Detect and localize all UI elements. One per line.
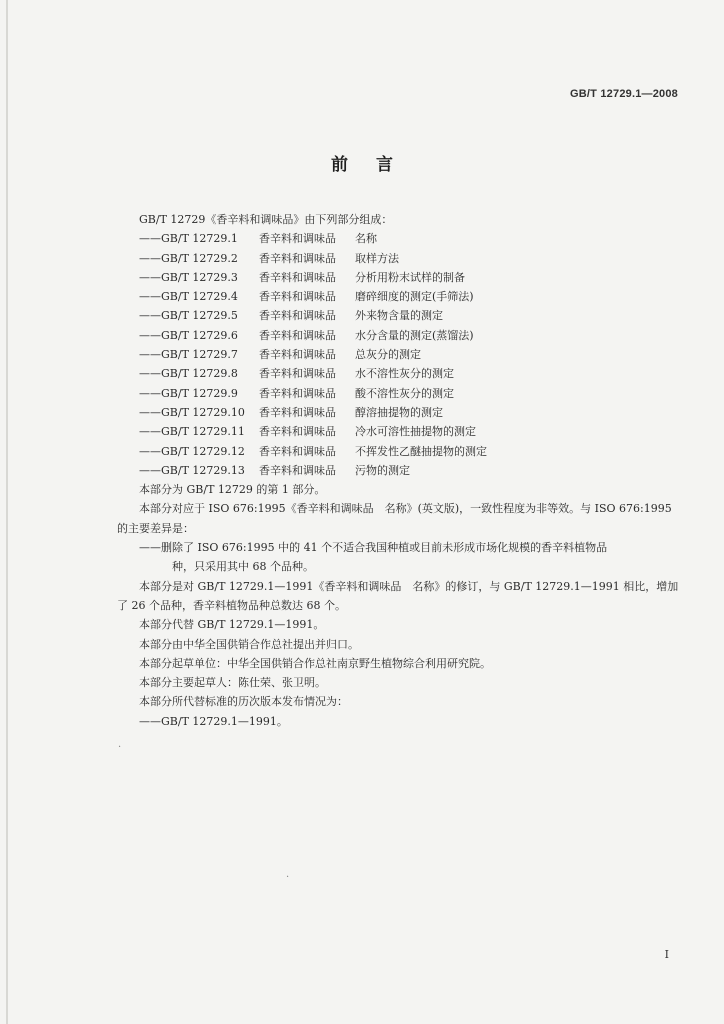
- part-series-name: 香辛料和调味品: [259, 386, 336, 400]
- list-item: [117, 268, 679, 287]
- list-item: [117, 249, 679, 268]
- part-title: 水分含量的测定(蒸馏法): [355, 328, 474, 342]
- iso-correspondence-paragraph: 本部分对应于 ISO 676:1995《香辛料和调味品 名称》(英文版)，一致性程度为非等效。与 ISO 676:1995 的主要差异是：: [117, 502, 672, 535]
- part-title: 冷水可溶性抽提物的测定: [355, 425, 476, 439]
- list-item: [117, 326, 679, 345]
- part-series-name: 香辛料和调味品: [259, 348, 336, 362]
- list-item: [117, 306, 679, 325]
- part-series-name: 香辛料和调味品: [259, 309, 336, 323]
- part-code: ——GB/T 12729.4: [139, 290, 238, 304]
- part-series-name: 香辛料和调味品: [259, 232, 336, 246]
- part-code: ——GB/T 12729.10: [139, 405, 245, 419]
- part-code: ——GB/T 12729.6: [139, 328, 238, 342]
- part-series-name: 香辛料和调味品: [259, 425, 336, 439]
- part-series-name: 香辛料和调味品: [259, 405, 336, 419]
- part-title: 水不溶性灰分的测定: [355, 367, 454, 381]
- page-title: 前言: [331, 155, 421, 175]
- list-item: [117, 442, 679, 461]
- revision-paragraph: 本部分是对 GB/T 12729.1—1991《香辛料和调味品 名称》的修订，与 GB/T 12729.1—1991 相比，增加了 26 个品种，香辛料植物品种总数达 68 个。: [117, 579, 679, 612]
- part-title: 酸不溶性灰分的测定: [355, 386, 454, 400]
- list-item: [117, 403, 679, 422]
- part-code: ——GB/T 12729.9: [139, 386, 238, 400]
- part-code: ——GB/T 12729.5: [139, 309, 238, 323]
- part-series-name: 香辛料和调味品: [259, 251, 336, 265]
- part-code: ——GB/T 12729.8: [139, 367, 238, 381]
- part-title: 外来物含量的测定: [355, 309, 443, 323]
- part-series-name: 香辛料和调味品: [259, 328, 336, 342]
- intro-paragraph: GB/T 12729《香辛料和调味品》由下列部分组成：: [139, 213, 393, 226]
- part-title: 污物的测定: [355, 463, 410, 477]
- difference-line: ——删除了 ISO 676:1995 中的 41 个不适合我国种植或目前未形成市场化规模的香辛料植物品: [139, 541, 608, 555]
- part-title: 磨碎细度的测定(手筛法): [355, 290, 474, 304]
- part-title: 总灰分的测定: [355, 348, 421, 362]
- scan-speck: ·: [286, 872, 290, 883]
- part-series-name: 香辛料和调味品: [259, 463, 336, 477]
- scan-speck: ·: [118, 742, 122, 753]
- part-of-paragraph: 本部分为 GB/T 12729 的第 1 部分。: [139, 483, 326, 497]
- history-paragraph: 本部分所代替标准的历次版本发布情况为：: [139, 695, 348, 709]
- part-series-name: 香辛料和调味品: [259, 270, 336, 284]
- drafting-unit-paragraph: 本部分起草单位：中华全国供销合作总社南京野生植物综合利用研究院。: [139, 656, 491, 670]
- part-title: 名称: [355, 232, 377, 246]
- part-series-name: 香辛料和调味品: [259, 290, 336, 304]
- part-title: 取样方法: [355, 251, 399, 265]
- part-code: ——GB/T 12729.11: [139, 425, 245, 439]
- parts-list: [117, 229, 679, 480]
- drafters-paragraph: 本部分主要起草人：陈仕荣、张卫明。: [139, 676, 326, 690]
- proposed-by-paragraph: 本部分由中华全国供销合作总社提出并归口。: [139, 637, 359, 651]
- part-code: ——GB/T 12729.2: [139, 251, 238, 265]
- part-code: ——GB/T 12729.12: [139, 444, 245, 458]
- list-item: [117, 364, 679, 383]
- list-item: [117, 229, 679, 248]
- history-item: ——GB/T 12729.1—1991。: [139, 714, 288, 728]
- list-item: [117, 287, 679, 306]
- part-series-name: 香辛料和调味品: [259, 367, 336, 381]
- part-title: 不挥发性乙醚抽提物的测定: [355, 444, 487, 458]
- part-title: 醇溶抽提物的测定: [355, 405, 443, 419]
- difference-continuation: 种，只采用其中 68 个品种。: [172, 560, 314, 574]
- list-item: [117, 422, 679, 441]
- list-item: [117, 345, 679, 364]
- standard-code: GB/T 12729.1—2008: [570, 88, 678, 100]
- list-item: [117, 461, 679, 480]
- part-code: ——GB/T 12729.7: [139, 348, 238, 362]
- part-code: ——GB/T 12729.13: [139, 463, 245, 477]
- list-item: [117, 384, 679, 403]
- document-body: [117, 210, 679, 731]
- part-title: 分析用粉末试样的制备: [355, 270, 465, 284]
- part-code: ——GB/T 12729.3: [139, 270, 238, 284]
- difference-item: [117, 538, 679, 577]
- replaces-paragraph: 本部分代替 GB/T 12729.1—1991。: [139, 618, 325, 632]
- part-code: ——GB/T 12729.1: [139, 232, 238, 246]
- part-series-name: 香辛料和调味品: [259, 444, 336, 458]
- page-number: I: [664, 948, 669, 961]
